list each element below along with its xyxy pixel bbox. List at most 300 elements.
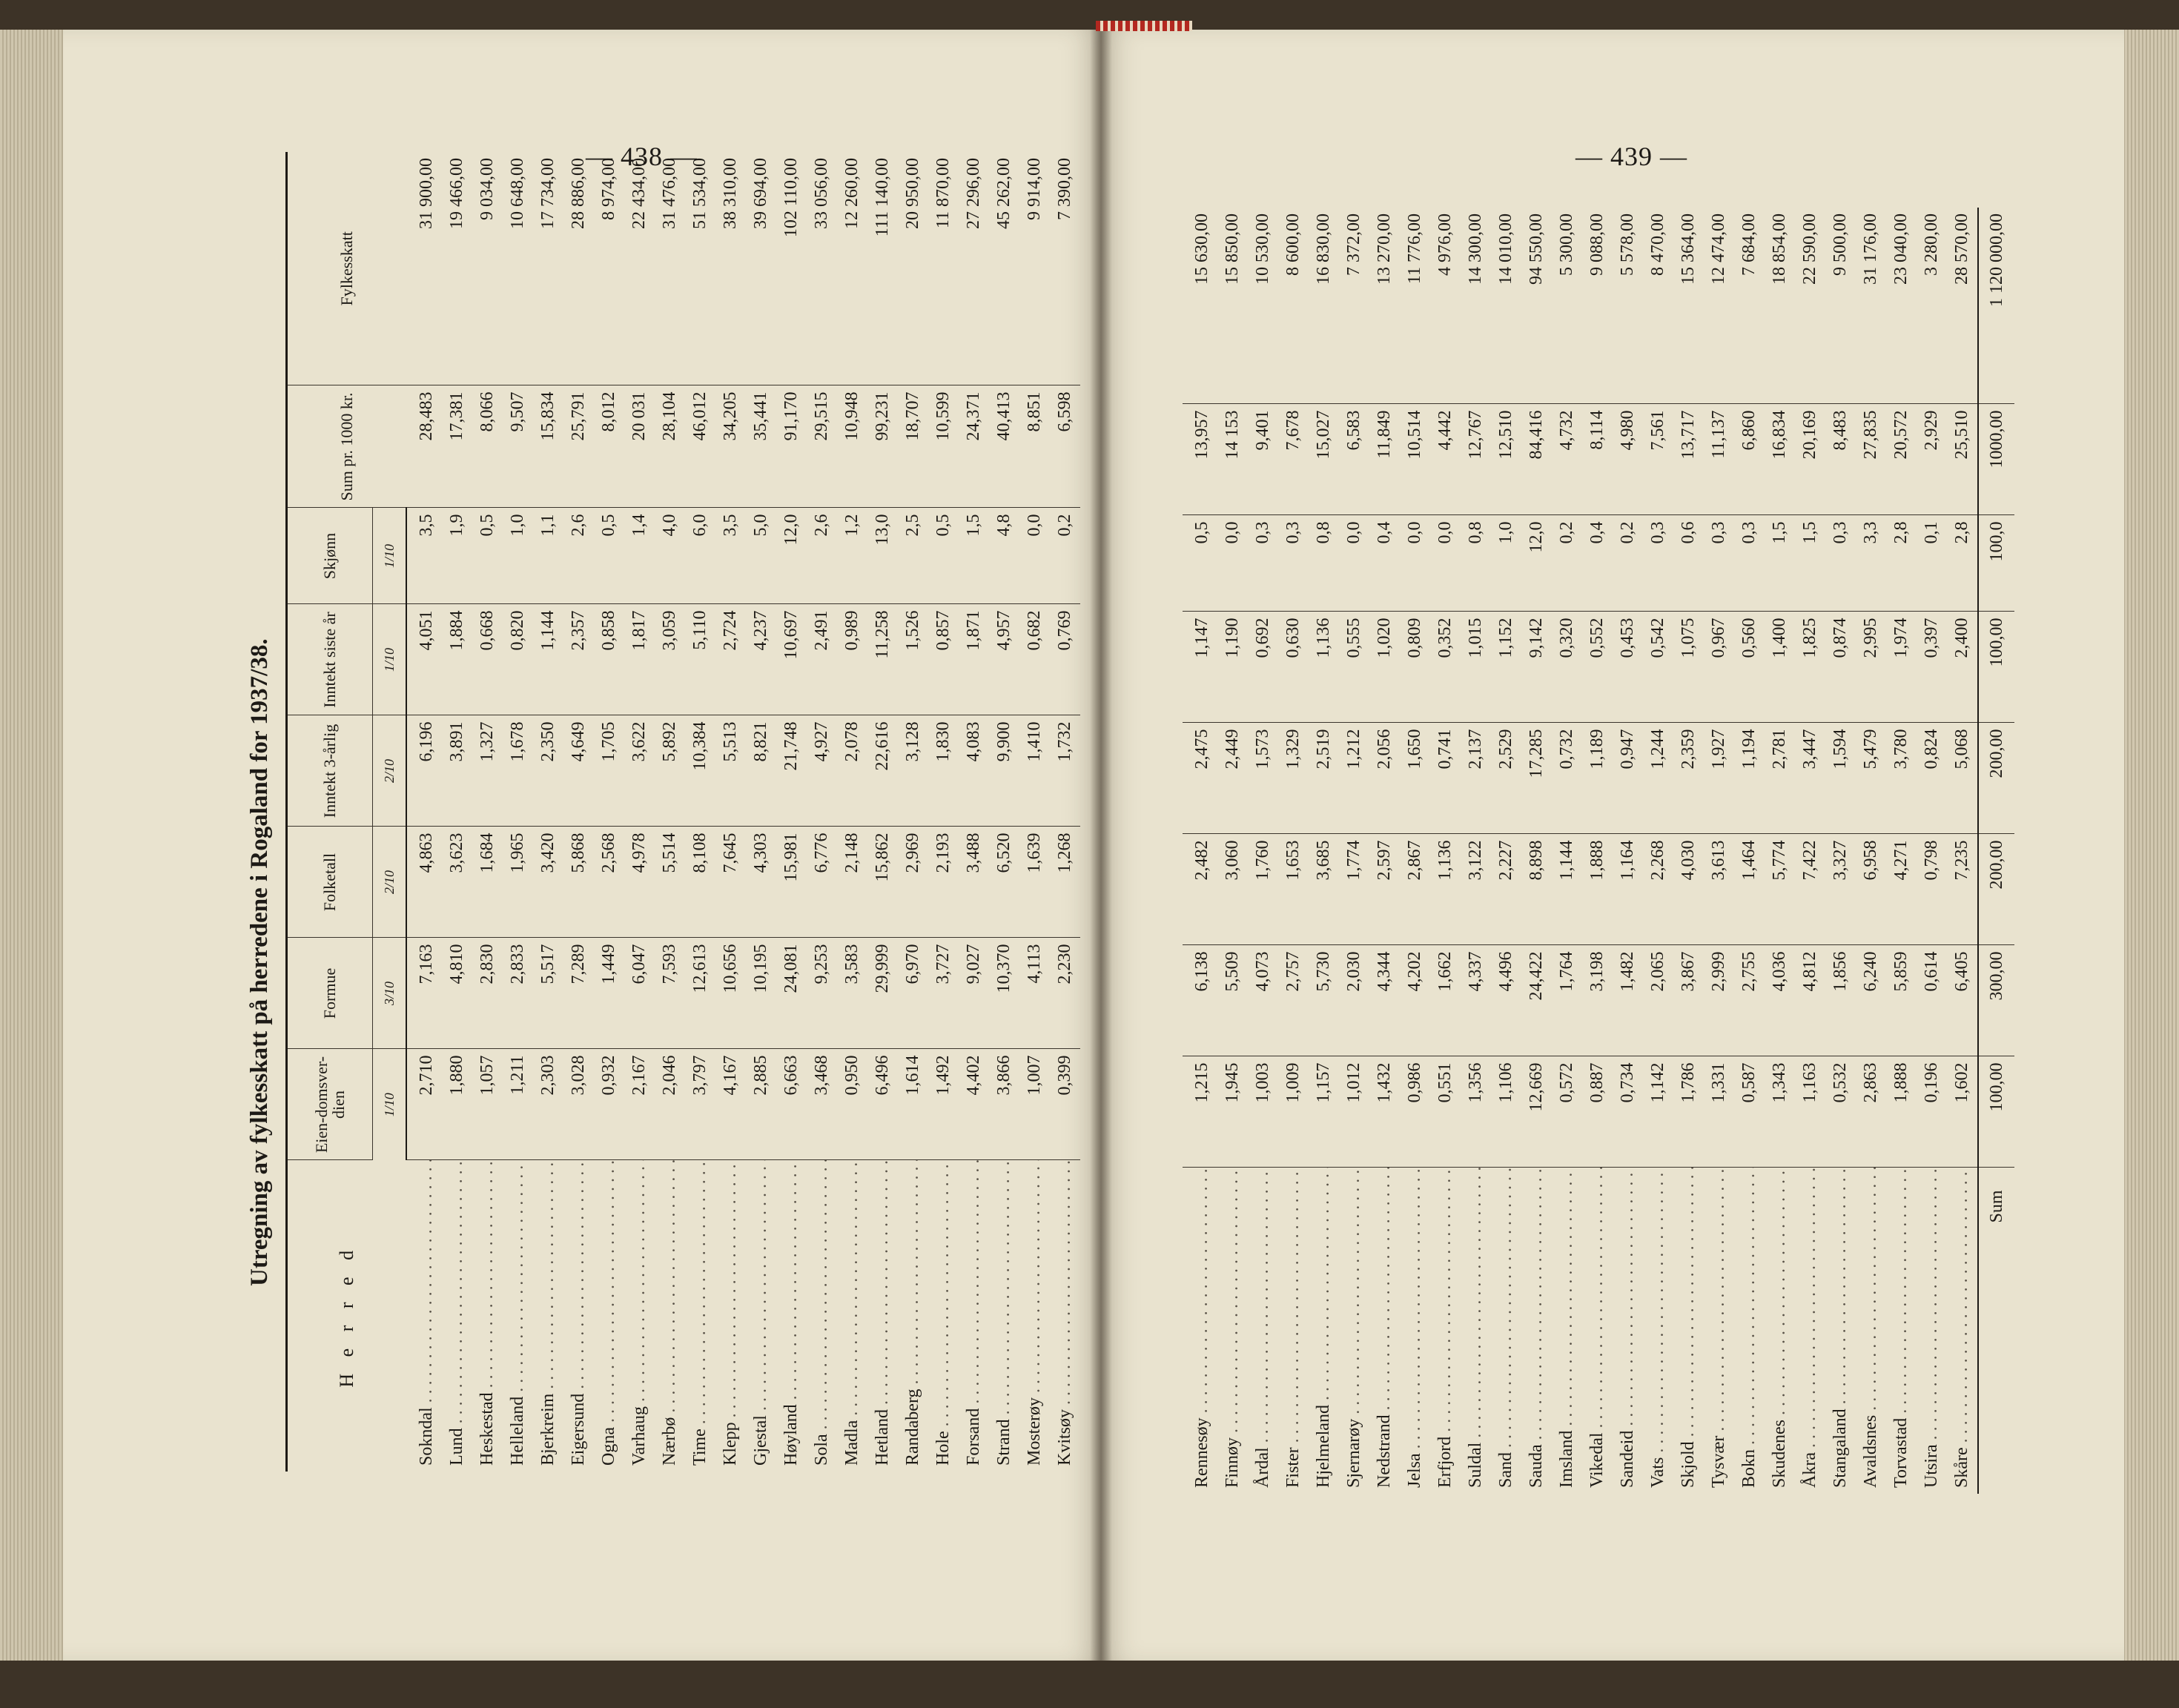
value-cell: 0,453	[1613, 612, 1643, 723]
value-cell: 3,613	[1704, 834, 1734, 945]
value-cell: 0,989	[837, 604, 867, 715]
herred-name-cell: Torvastad . . .	[1886, 1168, 1917, 1494]
sum-value-cell: 1 120 000,00	[1978, 208, 2014, 404]
value-cell: 4,073	[1248, 945, 1278, 1056]
value-cell: 3,866	[989, 1049, 1019, 1160]
herred-name-cell: Varhaug . . .	[624, 1160, 655, 1472]
value-cell: 1,142	[1643, 1056, 1673, 1168]
value-cell: 10 530,00	[1248, 208, 1278, 404]
value-cell: 7 390,00	[1050, 152, 1080, 385]
value-cell: 10,599	[928, 385, 959, 508]
value-cell: 0,5	[594, 508, 624, 604]
unit-inntekt-siste-ar: 1/10	[373, 604, 407, 715]
value-cell: 3,128	[898, 715, 928, 827]
value-cell: 8 600,00	[1278, 208, 1309, 404]
table-row	[1613, 208, 1643, 1494]
value-cell: 1,106	[1491, 1056, 1521, 1168]
value-cell: 0,0	[1217, 515, 1248, 612]
value-cell: 22,616	[867, 715, 898, 827]
herred-name-cell: Jelsa . . .	[1400, 1168, 1430, 1494]
value-cell: 8,898	[1521, 834, 1552, 945]
value-cell: 20 031	[624, 385, 655, 508]
table-row	[1369, 208, 1400, 1494]
value-cell: 0,3	[1643, 515, 1673, 612]
herred-name-cell: Stangaland . . .	[1825, 1168, 1856, 1494]
herred-name-cell: Sokndal . . .	[406, 1160, 442, 1472]
value-cell: 2,6	[563, 508, 594, 604]
sum-value-cell: 300,00	[1978, 945, 2014, 1056]
table-row	[1050, 152, 1080, 1472]
table-row	[442, 152, 472, 1472]
value-cell: 1,639	[1019, 827, 1050, 938]
unit-folketall: 2/10	[373, 827, 407, 938]
value-cell: 0,572	[1552, 1056, 1582, 1168]
table-row	[655, 152, 685, 1472]
herred-name-cell: Gjestal . . .	[746, 1160, 776, 1472]
value-cell: 0,5	[1183, 515, 1217, 612]
value-cell: 0,0	[1019, 508, 1050, 604]
value-cell: 4,863	[406, 827, 442, 938]
value-cell: 3,780	[1886, 723, 1917, 834]
value-cell: 20,169	[1795, 404, 1825, 515]
value-cell: 2,969	[898, 827, 928, 938]
herred-name-cell: Skjold . . .	[1673, 1168, 1704, 1494]
value-cell: 6,496	[867, 1049, 898, 1160]
value-cell: 1,356	[1461, 1056, 1491, 1168]
value-cell: 2,8	[1947, 515, 1978, 612]
value-cell: 6,583	[1339, 404, 1369, 515]
value-cell: 14 010,00	[1491, 208, 1521, 404]
table-row	[1339, 208, 1369, 1494]
value-cell: 8,012	[594, 385, 624, 508]
value-cell: 1,884	[442, 604, 472, 715]
value-cell: 3,327	[1825, 834, 1856, 945]
herred-name-cell: Nærbø . . .	[655, 1160, 685, 1472]
value-cell: 1,432	[1369, 1056, 1400, 1168]
value-cell: 2,597	[1369, 834, 1400, 945]
value-cell: 23 040,00	[1886, 208, 1917, 404]
header-herred: H e r r e d	[336, 1244, 358, 1388]
value-cell: 8,483	[1825, 404, 1856, 515]
value-cell: 2,724	[715, 604, 746, 715]
value-cell: 1,0	[1491, 515, 1521, 612]
value-cell: 3,5	[715, 508, 746, 604]
value-cell: 4,083	[959, 715, 989, 827]
value-cell: 0,352	[1430, 612, 1461, 723]
value-cell: 33 056,00	[807, 152, 837, 385]
value-cell: 3,622	[624, 715, 655, 827]
herred-name-cell: Forsand . . .	[959, 1160, 989, 1472]
herred-name-cell: Lund . . .	[442, 1160, 472, 1472]
value-cell: 1,653	[1278, 834, 1309, 945]
value-cell: 1,215	[1183, 1056, 1217, 1168]
value-cell: 2,757	[1278, 945, 1309, 1056]
value-cell: 1,136	[1430, 834, 1461, 945]
value-cell: 8,821	[746, 715, 776, 827]
value-cell: 4,496	[1491, 945, 1521, 1056]
value-cell: 1,1	[533, 508, 563, 604]
table-row	[1643, 208, 1673, 1494]
value-cell: 3,727	[928, 938, 959, 1049]
value-cell: 4,402	[959, 1049, 989, 1160]
value-cell: 4,337	[1461, 945, 1491, 1056]
herred-name-cell: Erfjord . . .	[1430, 1168, 1461, 1494]
value-cell: 39 694,00	[746, 152, 776, 385]
value-cell: 1,075	[1673, 612, 1704, 723]
value-cell: 0,3	[1704, 515, 1734, 612]
value-cell: 4,980	[1613, 404, 1643, 515]
value-cell: 2,056	[1369, 723, 1400, 834]
table-row	[1400, 208, 1430, 1494]
value-cell: 0,0	[1339, 515, 1369, 612]
value-cell: 6,196	[406, 715, 442, 827]
value-cell: 0,874	[1825, 612, 1856, 723]
value-cell: 2,6	[807, 508, 837, 604]
value-cell: 0,2	[1050, 508, 1080, 604]
value-cell: 1,526	[898, 604, 928, 715]
value-cell: 15,862	[867, 827, 898, 938]
value-cell: 6,138	[1183, 945, 1217, 1056]
value-cell: 2,833	[503, 938, 533, 1049]
value-cell: 0,798	[1917, 834, 1947, 945]
value-cell: 2,475	[1183, 723, 1217, 834]
value-cell: 84,416	[1521, 404, 1552, 515]
value-cell: 1,189	[1582, 723, 1613, 834]
value-cell: 4,271	[1886, 834, 1917, 945]
unit-skjonn: 1/10	[373, 508, 407, 604]
value-cell: 0,3	[1734, 515, 1765, 612]
herred-name-cell: Fister . . .	[1278, 1168, 1309, 1494]
value-cell: 0,5	[472, 508, 503, 604]
herred-name-cell: Randaberg . . .	[898, 1160, 928, 1472]
value-cell: 17,285	[1521, 723, 1552, 834]
value-cell: 38 310,00	[715, 152, 746, 385]
value-cell: 4,303	[746, 827, 776, 938]
value-cell: 6,663	[776, 1049, 807, 1160]
value-cell: 1,5	[959, 508, 989, 604]
value-cell: 9 500,00	[1825, 208, 1856, 404]
header-fylkesskatt: Fylkesskatt	[287, 152, 407, 385]
value-cell: 1,400	[1765, 612, 1795, 723]
value-cell: 5,110	[685, 604, 715, 715]
value-cell: 91,170	[776, 385, 807, 508]
sum-value-cell: 100,0	[1978, 515, 2014, 612]
value-cell: 4,649	[563, 715, 594, 827]
value-cell: 4,978	[624, 827, 655, 938]
value-cell: 8,851	[1019, 385, 1050, 508]
value-cell: 0,950	[837, 1049, 867, 1160]
herred-name-cell: Avaldsnes . . .	[1856, 1168, 1886, 1494]
value-cell: 5,730	[1309, 945, 1339, 1056]
value-cell: 2,519	[1309, 723, 1339, 834]
herred-name-cell: Utsira . . .	[1917, 1168, 1947, 1494]
value-cell: 2,995	[1856, 612, 1886, 723]
value-cell: 46,012	[685, 385, 715, 508]
value-cell: 0,6	[1673, 515, 1704, 612]
sum-value-cell: 200,00	[1978, 723, 2014, 834]
value-cell: 0,734	[1613, 1056, 1643, 1168]
value-cell: 2,830	[472, 938, 503, 1049]
sum-value-cell: 200,00	[1978, 834, 2014, 945]
value-cell: 1,157	[1309, 1056, 1339, 1168]
herred-name-cell: Vikedal . . .	[1582, 1168, 1613, 1494]
value-cell: 7,561	[1643, 404, 1673, 515]
value-cell: 27 296,00	[959, 152, 989, 385]
value-cell: 4,167	[715, 1049, 746, 1160]
value-cell: 3,059	[655, 604, 685, 715]
table-row	[1019, 152, 1050, 1472]
value-cell: 0,932	[594, 1049, 624, 1160]
value-cell: 14 153	[1217, 404, 1248, 515]
table-row	[1917, 208, 1947, 1494]
header-folketall: Folketall	[287, 827, 373, 938]
table-row	[1309, 208, 1339, 1494]
value-cell: 10,514	[1400, 404, 1430, 515]
value-cell: 2,167	[624, 1049, 655, 1160]
herred-name-cell: Kvitsøy . . .	[1050, 1160, 1080, 1472]
value-cell: 3,623	[442, 827, 472, 938]
value-cell: 4,732	[1552, 404, 1582, 515]
table-row	[1886, 208, 1917, 1494]
value-cell: 2,863	[1856, 1056, 1886, 1168]
value-cell: 28 570,00	[1947, 208, 1978, 404]
table-title: Utregning av fylkesskatt på herredene i Rogaland for 1937/38.	[245, 638, 273, 1286]
herred-name-cell: Hole . . .	[928, 1160, 959, 1472]
value-cell: 2,999	[1704, 945, 1734, 1056]
value-cell: 1,4	[624, 508, 655, 604]
value-cell: 1,684	[472, 827, 503, 938]
value-cell: 111 140,00	[867, 152, 898, 385]
herred-name-cell: Skåre . . .	[1947, 1168, 1978, 1494]
table-row	[1856, 208, 1886, 1494]
value-cell: 20 950,00	[898, 152, 928, 385]
value-cell: 1,594	[1825, 723, 1856, 834]
value-cell: 9 088,00	[1582, 208, 1613, 404]
value-cell: 0,5	[928, 508, 959, 604]
value-cell: 18,707	[898, 385, 928, 508]
herred-name-cell: Strand . . .	[989, 1160, 1019, 1472]
herred-name-cell: Klepp . . .	[715, 1160, 746, 1472]
table-row	[1552, 208, 1582, 1494]
value-cell: 12,510	[1491, 404, 1521, 515]
herred-name-cell: Eigersund . . .	[563, 1160, 594, 1472]
value-cell: 1,678	[503, 715, 533, 827]
value-cell: 7,678	[1278, 404, 1309, 515]
value-cell: 0,551	[1430, 1056, 1461, 1168]
value-cell: 5 578,00	[1613, 208, 1643, 404]
value-cell: 5,892	[655, 715, 685, 827]
value-cell: 2,193	[928, 827, 959, 938]
herred-name-cell: Time . . .	[685, 1160, 715, 1472]
value-cell: 13,0	[867, 508, 898, 604]
value-cell: 4,927	[807, 715, 837, 827]
value-cell: 7,593	[655, 938, 685, 1049]
sum-value-cell: 100,00	[1978, 1056, 2014, 1168]
table-row	[1278, 208, 1309, 1494]
value-cell: 4 976,00	[1430, 208, 1461, 404]
value-cell: 1,327	[472, 715, 503, 827]
value-cell: 1,888	[1886, 1056, 1917, 1168]
value-cell: 4,957	[989, 604, 1019, 715]
value-cell: 5,509	[1217, 945, 1248, 1056]
table-row	[1183, 208, 1217, 1494]
value-cell: 10,370	[989, 938, 1019, 1049]
header-inntekt-3arlig: Inntekt 3-årlig	[287, 715, 373, 827]
herred-name-cell: Hetland . . .	[867, 1160, 898, 1472]
value-cell: 6,776	[807, 827, 837, 938]
value-cell: 1,0	[503, 508, 533, 604]
value-cell: 45 262,00	[989, 152, 1019, 385]
herred-name-cell: Sauda . . .	[1521, 1168, 1552, 1494]
value-cell: 3,488	[959, 827, 989, 938]
value-cell: 9,142	[1521, 612, 1552, 723]
value-cell: 28,483	[406, 385, 442, 508]
value-cell: 7,422	[1795, 834, 1825, 945]
page-number-left: — 438 —	[586, 142, 698, 171]
value-cell: 0,3	[1248, 515, 1278, 612]
value-cell: 1,825	[1795, 612, 1825, 723]
value-cell: 1,732	[1050, 715, 1080, 827]
value-cell: 0,682	[1019, 604, 1050, 715]
value-cell: 0,3	[1825, 515, 1856, 612]
value-cell: 35,441	[746, 385, 776, 508]
value-cell: 1,602	[1947, 1056, 1978, 1168]
value-cell: 5,514	[655, 827, 685, 938]
herred-name-cell: Sand . . .	[1491, 1168, 1521, 1494]
value-cell: 31 900,00	[406, 152, 442, 385]
value-cell: 3,685	[1309, 834, 1339, 945]
value-cell: 4,812	[1795, 945, 1825, 1056]
value-cell: 0,4	[1369, 515, 1400, 612]
value-cell: 2,482	[1183, 834, 1217, 945]
value-cell: 6,958	[1856, 834, 1886, 945]
value-cell: 0,3	[1278, 515, 1309, 612]
value-cell: 25,510	[1947, 404, 1978, 515]
unit-formue: 3/10	[373, 938, 407, 1049]
value-cell: 0,947	[1613, 723, 1643, 834]
value-cell: 1,2	[837, 508, 867, 604]
page-stack-left-edge	[0, 30, 67, 1661]
value-cell: 0,1	[1917, 515, 1947, 612]
value-cell: 2,303	[533, 1049, 563, 1160]
value-cell: 3,5	[406, 508, 442, 604]
value-cell: 1,614	[898, 1049, 928, 1160]
herred-name-cell: Ogna . . .	[594, 1160, 624, 1472]
value-cell: 1,144	[1552, 834, 1582, 945]
value-cell: 1,007	[1019, 1049, 1050, 1160]
value-cell: 1,888	[1582, 834, 1613, 945]
table-row	[1461, 208, 1491, 1494]
sum-value-cell: 1000,00	[1978, 404, 2014, 515]
value-cell: 1,244	[1643, 723, 1673, 834]
value-cell: 0,587	[1734, 1056, 1765, 1168]
value-cell: 2,359	[1673, 723, 1704, 834]
value-cell: 1,152	[1491, 612, 1521, 723]
herred-name-cell: Høyland . . .	[776, 1160, 807, 1472]
value-cell: 8,066	[472, 385, 503, 508]
value-cell: 0,668	[472, 604, 503, 715]
value-cell: 0,0	[1400, 515, 1430, 612]
left-table-block	[234, 152, 1094, 1472]
value-cell: 0,857	[928, 604, 959, 715]
value-cell: 6,0	[685, 508, 715, 604]
value-cell: 3,420	[533, 827, 563, 938]
value-cell: 1,786	[1673, 1056, 1704, 1168]
value-cell: 28,104	[655, 385, 685, 508]
value-cell: 31 176,00	[1856, 208, 1886, 404]
value-cell: 3,891	[442, 715, 472, 827]
unit-eiendomsverdien: 1/10	[373, 1049, 407, 1160]
sum-row	[1978, 208, 2014, 1494]
herred-name-cell: Sola . . .	[807, 1160, 837, 1472]
value-cell: 3 280,00	[1917, 208, 1947, 404]
value-cell: 7 372,00	[1339, 208, 1369, 404]
sum-value-cell: 100,00	[1978, 612, 2014, 723]
value-cell: 12,0	[776, 508, 807, 604]
value-cell: 5,859	[1886, 945, 1917, 1056]
value-cell: 6,860	[1734, 404, 1765, 515]
value-cell: 2,781	[1765, 723, 1795, 834]
value-cell: 1,057	[472, 1049, 503, 1160]
value-cell: 1,817	[624, 604, 655, 715]
value-cell: 0,196	[1917, 1056, 1947, 1168]
header-formue: Formue	[287, 938, 373, 1049]
table-row	[406, 152, 442, 1472]
value-cell: 102 110,00	[776, 152, 807, 385]
table-row	[472, 152, 503, 1472]
value-cell: 1,705	[594, 715, 624, 827]
value-cell: 3,583	[837, 938, 867, 1049]
value-cell: 7,235	[1947, 834, 1978, 945]
value-cell: 1,268	[1050, 827, 1080, 938]
value-cell: 28 886,00	[563, 152, 594, 385]
value-cell: 0,2	[1613, 515, 1643, 612]
value-cell: 12,613	[685, 938, 715, 1049]
value-cell: 0,2	[1552, 515, 1582, 612]
herred-name-cell: Sandeid . . .	[1613, 1168, 1643, 1494]
herred-name-cell: Imsland . . .	[1552, 1168, 1582, 1494]
value-cell: 0,8	[1309, 515, 1339, 612]
value-cell: 1,211	[503, 1049, 533, 1160]
value-cell: 3,3	[1856, 515, 1886, 612]
value-cell: 2,885	[746, 1049, 776, 1160]
value-cell: 1,343	[1765, 1056, 1795, 1168]
value-cell: 1,331	[1704, 1056, 1734, 1168]
table-row	[1947, 208, 1978, 1494]
value-cell: 17 734,00	[533, 152, 563, 385]
value-cell: 3,867	[1673, 945, 1704, 1056]
value-cell: 7,289	[563, 938, 594, 1049]
value-cell: 0,820	[503, 604, 533, 715]
table-row	[1673, 208, 1704, 1494]
value-cell: 8 974,00	[594, 152, 624, 385]
herred-name-cell: Årdal . . .	[1248, 1168, 1278, 1494]
table-row	[746, 152, 776, 1472]
table-row	[928, 152, 959, 1472]
value-cell: 1,147	[1183, 612, 1217, 723]
table-row	[959, 152, 989, 1472]
value-cell: 29,515	[807, 385, 837, 508]
table-row	[563, 152, 594, 1472]
value-cell: 1,650	[1400, 723, 1430, 834]
table-body-right	[1183, 208, 2014, 1494]
value-cell: 12,669	[1521, 1056, 1552, 1168]
value-cell: 1,760	[1248, 834, 1278, 945]
value-cell: 7 684,00	[1734, 208, 1765, 404]
value-cell: 13,717	[1673, 404, 1704, 515]
value-cell: 16 830,00	[1309, 208, 1339, 404]
tax-table-right	[1183, 208, 2014, 1494]
